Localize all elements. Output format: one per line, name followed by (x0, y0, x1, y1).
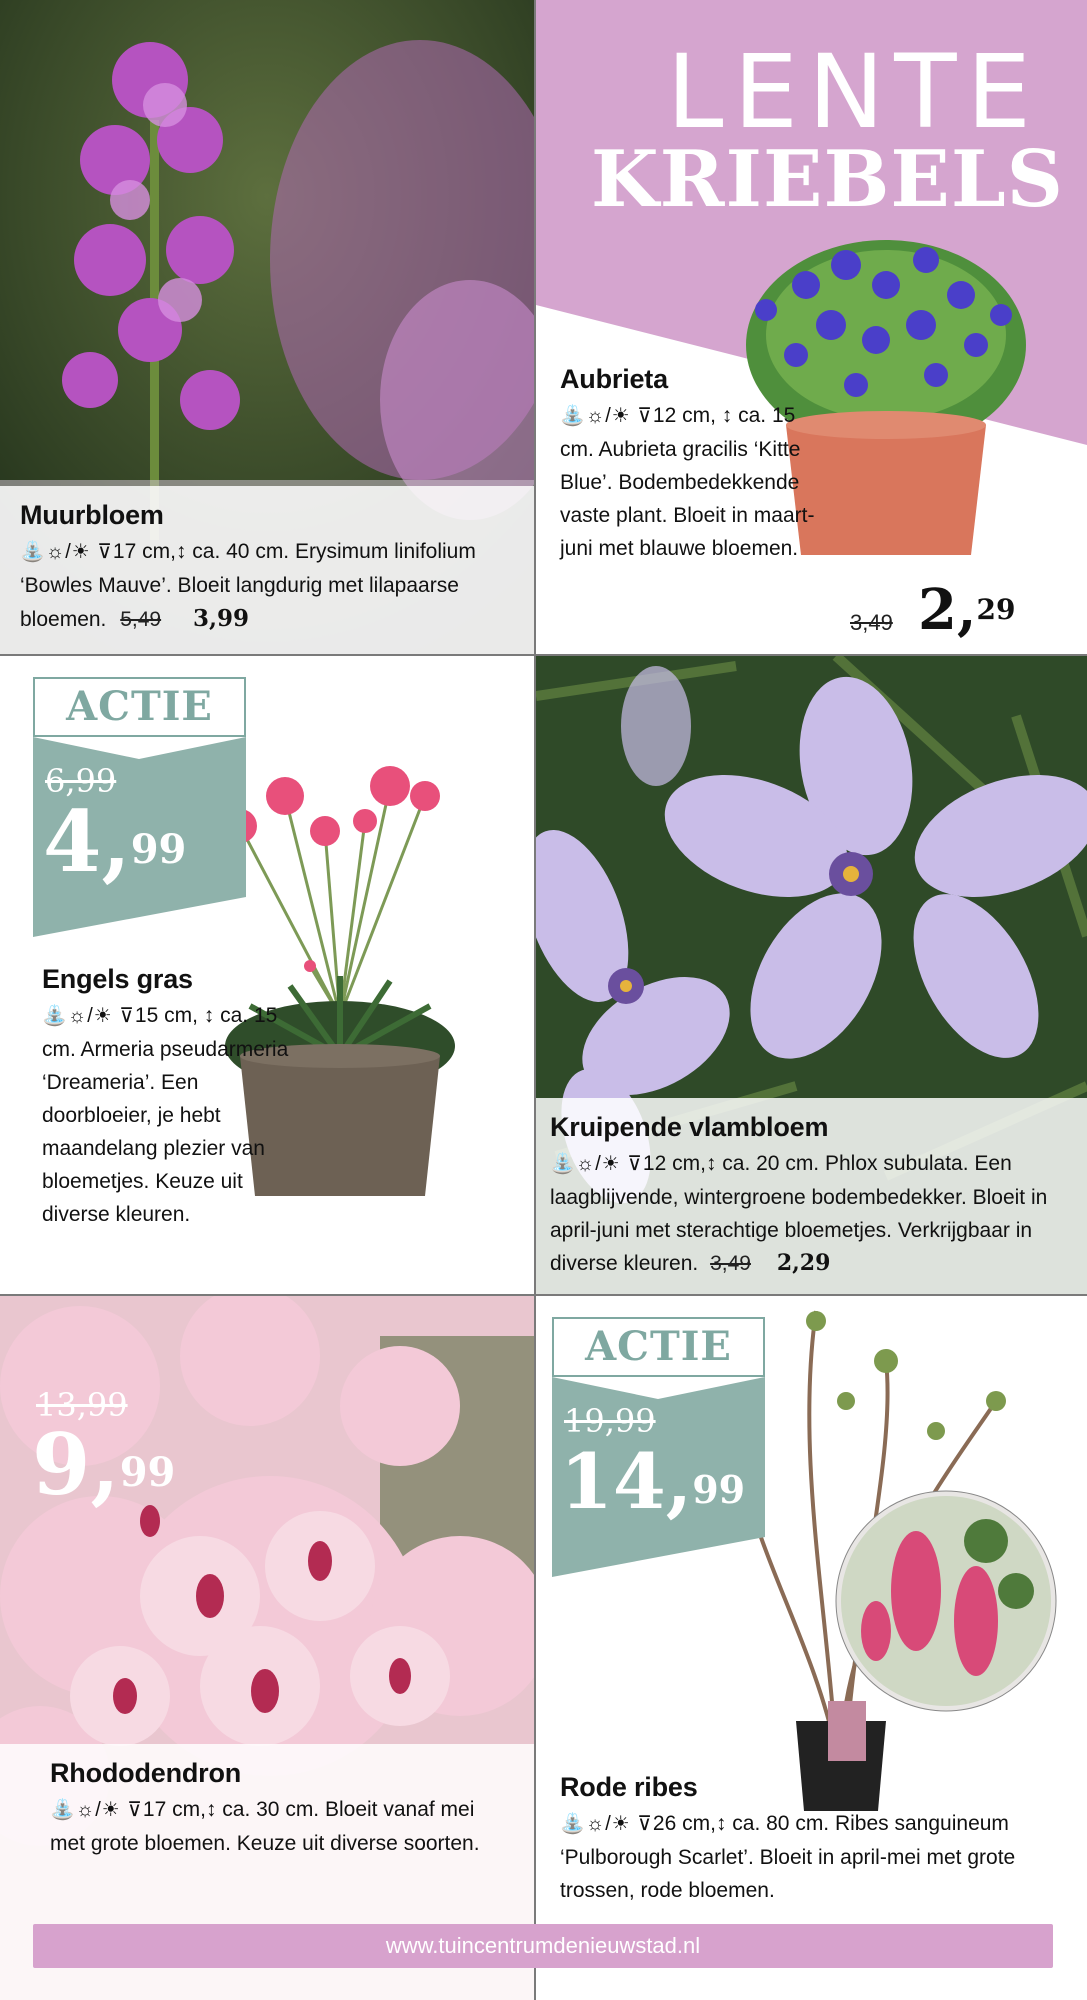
aubrieta-old-price: 3,49 (850, 610, 893, 635)
kruipende-vlambloem-tile (536, 656, 1087, 1294)
rode-ribes-price-cents: 99 (692, 1467, 746, 1512)
aubrieta-title: Aubrieta (560, 364, 668, 394)
engels-gras-title: Engels gras (42, 964, 193, 994)
rhododendron-price-main: 9, (32, 1415, 120, 1514)
engels-gras-price (43, 792, 187, 891)
actie-label: ACTIE (33, 677, 246, 737)
care-icons: ⛲☼/☀ ⊽ (50, 1799, 143, 1821)
rode-ribes-photo (736, 1301, 1066, 1821)
rhododendron-tile (0, 1296, 534, 2000)
rode-ribes-actie-badge (552, 1317, 765, 1577)
header-title-kriebels: KRIEBELS (590, 134, 1064, 225)
engels-gras-actie-badge (33, 677, 246, 937)
rode-ribes-tile (536, 1296, 1087, 2000)
website-url[interactable]: www.tuincentrumdenieuwstad.nl (33, 1924, 1053, 1968)
kruipende-vlambloem-price: 2,29 (776, 1250, 831, 1276)
horizontal-divider (0, 1294, 1087, 1296)
kruipende-vlambloem-description: 12 cm,↕ ca. 20 cm. Phlox subulata. Een laagblijvende, wintergroene bodembedekker. Bloeit in april-juni met sterachtige bloemetjes. Verkrijgbaar in diverse kleuren. (550, 1152, 1048, 1275)
engels-gras-tile (0, 656, 534, 1294)
rode-ribes-title: Rode ribes (560, 1772, 698, 1802)
engels-gras-price-cents: 99 (130, 826, 187, 873)
rhododendron-title: Rhododendron (50, 1758, 242, 1788)
rhododendron-price (32, 1415, 176, 1514)
rode-ribes-price (560, 1437, 745, 1527)
muurbloem-tile (0, 0, 534, 654)
aubrieta-description: 12 cm, ↕ ca. 15 cm. Aubrieta gracilis ‘Kitte Blue’. Bodembedekkende vaste plant. Bloeit in maart-juni met blauwe bloemen. (560, 404, 815, 560)
rhododendron-price-cents: 99 (119, 1449, 176, 1496)
muurbloem-description: 17 cm,↕ ca. 40 cm. Erysimum linifolium ‘Bowles Mauve’. Bloeit langdurig met lilapaarse bloemen. (20, 540, 476, 631)
header-title-lente: LENTE (666, 33, 1041, 152)
rhododendron-old-price: 13,99 (36, 1386, 128, 1424)
rode-ribes-description: 26 cm,↕ ca. 80 cm. Ribes sanguineum ‘Pulborough Scarlet’. Bloeit in april-mei met grote trossen, rode bloemen. (560, 1812, 1016, 1902)
care-icons: ⛲☼/☀ ⊽ (20, 541, 113, 563)
rode-ribes-old-price: 19,99 (564, 1402, 656, 1440)
engels-gras-old-price: 6,99 (45, 762, 117, 800)
aubrieta-price (918, 577, 1016, 643)
muurbloem-old-price: 5,49 (120, 608, 162, 631)
vertical-divider (534, 0, 536, 2000)
muurbloem-info-panel (0, 486, 534, 654)
care-icons: ⛲☼/☀ ⊽ (550, 1153, 643, 1175)
care-icons: ⛲☼/☀ ⊽ (560, 405, 653, 427)
aubrieta-tile (536, 0, 1087, 654)
muurbloem-price: 3,99 (192, 605, 249, 632)
kruipende-vlambloem-old-price: 3,49 (710, 1252, 751, 1275)
aubrieta-price-cents: 29 (976, 593, 1016, 626)
kruipende-vlambloem-info-panel (536, 1098, 1087, 1294)
engels-gras-price-main: 4, (43, 792, 131, 891)
muurbloem-title: Muurbloem (20, 500, 164, 530)
rhododendron-description: 17 cm,↕ ca. 30 cm. Bloeit vanaf mei met grote bloemen. Keuze uit diverse soorten. (50, 1798, 480, 1855)
aubrieta-price-main: 2, (918, 577, 977, 643)
engels-gras-description: 15 cm, ↕ ca. 15 cm. Armeria pseudarmeria ‘Dreameria’. Een doorbloeier, je hebt maandelang plezier van bloemetjes. Keuze uit diverse kleuren. (42, 1004, 289, 1226)
rode-ribes-price-main: 14, (560, 1437, 693, 1526)
care-icons: ⛲☼/☀ ⊽ (42, 1005, 135, 1027)
actie-label: ACTIE (552, 1317, 765, 1377)
horizontal-divider (0, 654, 1087, 656)
care-icons: ⛲☼/☀ ⊽ (560, 1813, 653, 1835)
kruipende-vlambloem-title: Kruipende vlambloem (550, 1112, 829, 1142)
